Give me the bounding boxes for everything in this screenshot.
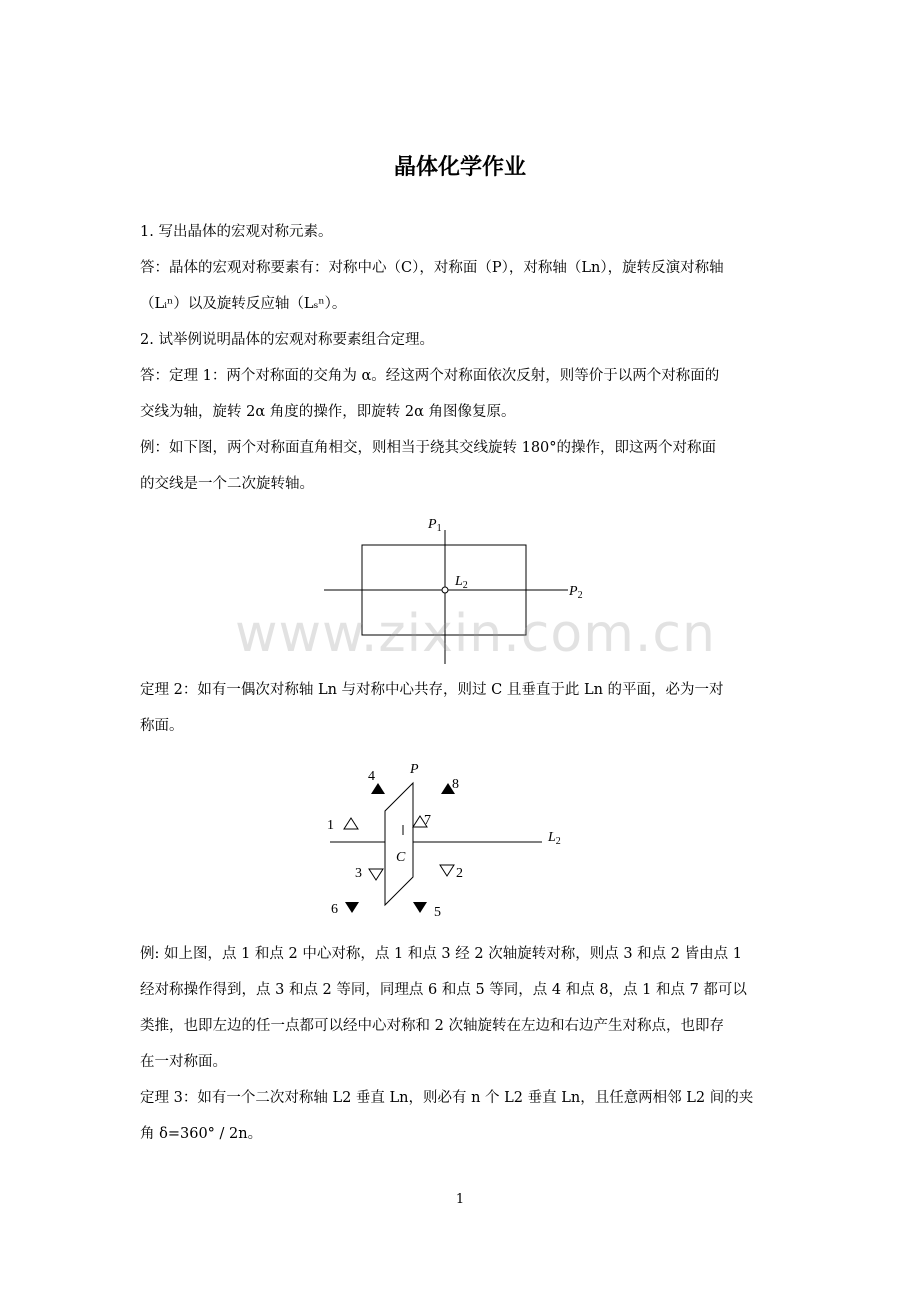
answer-1-line-1: 答：晶体的宏观对称要素有：对称中心（C），对称面（P），对称轴（Ln），旋转反演对称轴 — [140, 260, 724, 276]
theorem-1-line-2: 交线为轴，旋转 2α 角度的操作，即旋转 2α 角图像复原。 — [140, 404, 516, 420]
point-6-triangle — [345, 902, 359, 913]
point-1-label: 1 — [327, 818, 334, 833]
point-5-triangle — [413, 902, 427, 913]
example-2-line-3: 类推，也即左边的任一点都可以经中心对称和 2 次轴旋转在左边和右边产生对称点，也即存 — [140, 1018, 724, 1034]
label-p2: $P_2$ — [569, 584, 583, 601]
mirror-plane-p — [385, 783, 413, 905]
example-2-line-4: 在一对称面。 — [140, 1054, 227, 1070]
example-2-line-1: 例: 如上图，点 1 和点 2 中心对称，点 1 和点 3 经 2 次轴旋转对称，则点 3 和点 2 皆由点 1 — [140, 946, 742, 962]
axis-l2-marker — [442, 587, 448, 593]
theorem-3-line-1: 定理 3：如有一个二次对称轴 L2 垂直 Ln，则必有 n 个 L2 垂直 Ln，且任意两相邻 L2 间的夹 — [140, 1090, 754, 1106]
figure-symmetry-points — [320, 755, 580, 925]
point-3-label: 3 — [355, 866, 362, 881]
point-2-label: 2 — [456, 866, 463, 881]
label-p: P — [410, 762, 419, 777]
watermark: www.zixin.com.cn — [235, 604, 716, 664]
point-5-label: 5 — [434, 905, 441, 920]
page-number: 1 — [455, 1192, 465, 1207]
question-2: 2. 试举例说明晶体的宏观对称要素组合定理。 — [140, 332, 434, 348]
answer-1-line-2: （Lᵢⁿ）以及旋转反应轴（Lₛⁿ）。 — [140, 296, 347, 312]
example-2-line-2: 经对称操作得到，点 3 和点 2 等同，同理点 6 和点 5 等同，点 4 和点 8，点 1 和点 7 都可以 — [140, 982, 747, 998]
theorem-2-line-1: 定理 2：如有一偶次对称轴 Ln 与对称中心共存，则过 C 且垂直于此 Ln 的平面，必为一对 — [140, 682, 724, 698]
document-title: 晶体化学作业 — [393, 155, 526, 180]
point-8-label: 8 — [452, 777, 459, 792]
point-2-triangle — [440, 865, 454, 876]
label-c: C — [396, 850, 406, 865]
label-l2: $L_2$ — [455, 574, 468, 591]
example-1-line-2: 的交线是一个二次旋转轴。 — [140, 476, 314, 492]
point-7-label: 7 — [424, 813, 431, 828]
label-l2: $L_2$ — [548, 830, 561, 847]
theorem-3-line-2: 角 δ=360° / 2n。 — [140, 1126, 263, 1142]
point-4-triangle — [371, 783, 385, 794]
point-6-label: 6 — [331, 902, 338, 917]
theorem-1-line-1: 答：定理 1：两个对称面的交角为 α。经这两个对称面依次反射，则等价于以两个对称面的 — [140, 368, 720, 384]
point-1-triangle — [344, 818, 358, 829]
point-4-label: 4 — [368, 769, 375, 784]
theorem-2-line-2: 称面。 — [140, 718, 184, 734]
point-3-triangle — [369, 869, 383, 880]
question-1: 1. 写出晶体的宏观对称元素。 — [140, 224, 333, 240]
example-1-line-1: 例：如下图，两个对称面直角相交，则相当于绕其交线旋转 180°的操作，即这两个对称面 — [140, 440, 717, 456]
label-p1: $P_1$ — [428, 517, 442, 534]
